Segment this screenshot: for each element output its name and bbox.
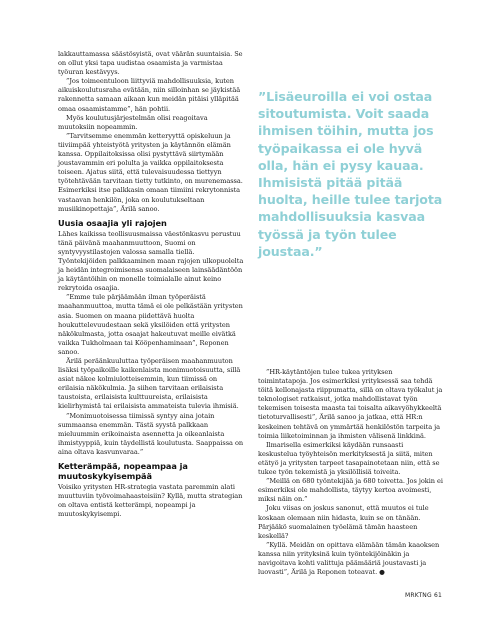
pull-quote: ”Lisäeuroilla ei voi ostaa sitoutumista. Voit saada ihmisen töihin, mutta jos työpaikassa ei ole hyvä olla, hän ei pysy kauaa. Ihmisistä pitää pitää huolta, heille tulee tarjota mahdollisuuksia kasvaa työssä ja työn tulee joustaa.” — [258, 89, 443, 259]
page-footer-label: MRKTNG 61 — [405, 592, 442, 599]
body-paragraph: Ärilä peräänkuuluttaa työperäisen maahanmuuton lisäksi työpaikoille kaikenlaista monimuotoisuutta, sillä asiat näkee kolmiulotteisemmin, kun tiimissä on erilaisia näkökulmia. Ja siihen tarvitaan erilaisista taustoista, erilaisista kulttuureista, erilaisista kielirhymistä tai erilaisista ammateista tulevia ihmisiä. — [58, 357, 241, 411]
body-paragraph: Voisiko yritysten HR-strategia vastata paremmin alati muuttuviin työvoimahaasteisiin? Kyllä, mutta strategian on oltava entistä ketterämpi, nopeampi ja muutoskykyisempi. — [58, 483, 243, 519]
body-paragraph: ”Jos toimeentuloon liittyviä mahdollisuuksia, kuten aikuiskoulutusraha evätään, niin silloinhan se jäykistää rakennetta samaan aikaan kun meidän pitäisi ylläpitää omaa osaamistamme”, hän pohtii. — [58, 77, 241, 113]
body-paragraph: Ilmarisella esimerkiksi käydään runsaasti keskustelua työyhteisön merkityksestä ja siitä, miten etätyö ja yritysten tarpeet tasapainotetaan niin, että se tukee työn tekemistä ja yksilöllisiä toiveita. — [258, 440, 440, 477]
body-paragraph: Myös koulutusjärjestelmän olisi reagoitava muutoksiin nopeammin. — [58, 113, 208, 131]
body-paragraph: ”Tarvitsemme enemmän ketteryyttä opiskeluun ja tiiviimpää yhteistyötä yritysten ja käytännön elämän kanssa. Oppilaitoksissa olisi pystyttävä siirtymään joustavammin eri polulta ja vaikka oppilaitoksesta toiseen. Ajatus siitä, että tulevaisuudessa tiettyyn työtehtävään tarvitaan tietty tutkinto, on murenemassa. Esimerkiksi itse palkkasin omaan tiimiini rekrytonnista vastaavan henkilön, joka on koulutukseltaan musiikinopettaja”, Ärilä sanoo. — [58, 131, 243, 213]
article-column-right — [258, 368, 444, 577]
article-column-left — [58, 50, 244, 519]
body-paragraph: ”Emme tule pärjäämään ilman työperäistä maahanmuuttoa, mutta tämä ei ole pelkästään yritysten asia. Suomen on maana piidettävä huolta houkuttelevuudestaan sekä yksilöiden että yritysten näkökulmasta, jotta osaajat hakeutuvat meille eivätkä vaikka Tukholmaan tai Kööpenhaminaan”, Reponen sanoo. — [58, 293, 243, 356]
body-paragraph: ”Monimuotoisessa tiimissä syntyy aina jotain summaansa enemmän. Tästä syystä palkkaan mieluummin erikoinaista asennetta ja oikeanlaista ihmistyyppiä, kuin täydellistä koulutusta. Saappaissa on aina oltava kasvunvaraa.” — [58, 411, 244, 456]
body-paragraph: lakkauttamassa säästösyistä, ovat väärän suuntaisia. Se on ollut yksi tapa uudistaa osaamista ja varmistaa työuran kestävyys. — [58, 50, 243, 77]
section-heading: Uusia osaajia yli rajojen — [58, 217, 167, 228]
body-paragraph: Joku viisas on joskus sanonut, että muutos ei tule koskaan olemaan niin hidasta, kuin se on tänään. Pärjääkö suomalainen työelämä tämän haasteen keskellä? — [258, 504, 429, 540]
body-paragraph: ”HR-käytäntöjen tulee tukea yrityksen toimintatapoja. Jos esimerkiksi yrityksessä saa tehdä töitä kellonajasta riippumatta, sillä on oltava työkalut ja teknologiset ratkaisut, jotka mahdollistavat työn tekemisen toisesta maasta tai toisalta aikavyöhykkeeltä tietoturvallisesti”, Ärilä sanoo ja jatkaa, että HR:n keskeinen tehtävä on ymmärtää henkilöstön tarpeita ja toimia liiketoiminnan ja ihmisten välisenä linkkinä. — [258, 368, 443, 440]
body-paragraph: ”Kyllä. Meidän on opittava elämään tämän kaaoksen kanssa niin yrityksinä kuin työntekijöinäkin ja navigoitava kohti valittuja päämääriä joustavasti ja luovasti”, Ärilä ja Reponen toteavat. ● — [258, 540, 440, 577]
body-paragraph: ”Meillä on 680 työntekijää ja 680 toivetta. Jos jokin ei esimerkiksi ole mahdollista, täytyy kertoa avoimesti, miksi näin on.” — [258, 477, 443, 504]
body-paragraph: Lähes kaikissa teollisuusmaissa väestönkasvu perustuu tänä päivänä maahanmuuttoon, Suomi on syntyvyystilastojen valossa samalla tiellä. Työntekijöiden palkkaaminen maan rajojen ulkopuolelta ja heidän integroimisensa suomalaiseen lainsäädäntöön ja käytäntöihin on monelle toimialalle ainut keino rekrytoida osaajia. — [58, 229, 244, 293]
section-heading: Ketterämpää, nopeampaa ja muutoskykyisempää — [58, 461, 188, 482]
